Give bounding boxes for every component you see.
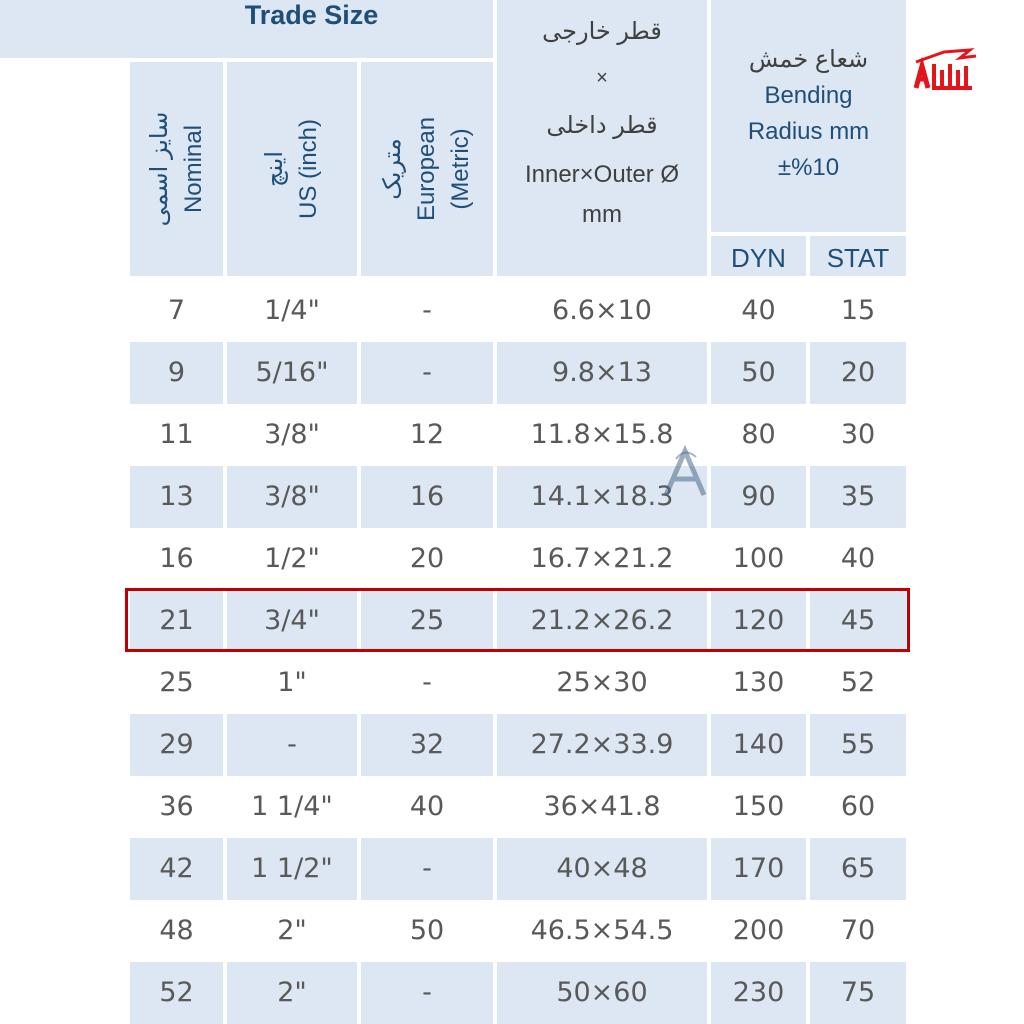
- cell-dyn: 150: [732, 791, 785, 822]
- cell-diameter: 27.2×33.9: [530, 729, 674, 760]
- cell-stat: 70: [840, 915, 876, 946]
- cell-diameter: 11.8×15.8: [530, 419, 674, 450]
- cell-european: 12: [409, 419, 445, 450]
- diameter-times: ×: [596, 67, 608, 89]
- dyn-label: DYN: [731, 243, 786, 273]
- cell-stat: 75: [840, 977, 876, 1008]
- table-row: [130, 466, 906, 528]
- cell-european: -: [422, 357, 432, 388]
- cell-european: -: [422, 667, 432, 698]
- cell-diameter: 16.7×21.2: [530, 543, 674, 574]
- cell-diameter: 46.5×54.5: [530, 915, 674, 946]
- dyn-header: [711, 236, 806, 276]
- cell-nominal: 11: [159, 419, 194, 450]
- cell-european: 40: [409, 791, 445, 822]
- cell-diameter: 6.6×10: [552, 295, 652, 326]
- european-label-metric: (Metric): [447, 128, 474, 210]
- cell-dyn: 130: [732, 667, 785, 698]
- cell-stat: 30: [840, 419, 876, 450]
- stat-label: STAT: [826, 243, 890, 273]
- cell-dyn: 50: [741, 357, 776, 388]
- cell-nominal: 13: [159, 481, 194, 512]
- cell-european: -: [422, 853, 432, 884]
- trade-size-header: [0, 0, 493, 58]
- cell-stat: 65: [840, 853, 876, 884]
- bending-header: [711, 0, 906, 232]
- cell-us: 3/8": [264, 481, 320, 512]
- diameter-unit: mm: [582, 201, 622, 228]
- bending-label-en: Bending: [764, 82, 853, 109]
- table-row: [130, 962, 906, 1024]
- cell-nominal: 52: [159, 977, 194, 1008]
- cell-dyn: 80: [741, 419, 776, 450]
- cell-stat: 40: [840, 543, 876, 574]
- cell-nominal: 9: [167, 357, 186, 388]
- table-row: [130, 776, 906, 838]
- cell-diameter: 25×30: [556, 667, 648, 698]
- table-row: [130, 280, 906, 342]
- cell-stat: 45: [840, 605, 876, 636]
- diameter-label-en: Inner×Outer Ø: [524, 161, 680, 188]
- cell-european: 50: [409, 915, 445, 946]
- cell-dyn: 40: [741, 295, 776, 326]
- cell-diameter: 21.2×26.2: [530, 605, 674, 636]
- us-inch-label-fa: اینچ: [261, 150, 288, 188]
- cell-nominal: 36: [159, 791, 194, 822]
- watermark-a-icon: [660, 445, 710, 500]
- cell-stat: 20: [840, 357, 876, 388]
- trade-size-title: Trade Size: [244, 0, 379, 30]
- table-row: [130, 900, 906, 962]
- european-label-en: European: [413, 116, 440, 222]
- bending-label-fa: شعاع خمش: [748, 46, 869, 73]
- cell-dyn: 230: [732, 977, 785, 1008]
- bending-radius: Radius mm: [747, 118, 870, 145]
- cell-nominal: 29: [159, 729, 194, 760]
- cell-nominal: 16: [159, 543, 194, 574]
- bending-tolerance: ±%10: [777, 154, 840, 181]
- cell-dyn: 90: [741, 481, 776, 512]
- cell-stat: 60: [840, 791, 876, 822]
- cell-us: 1/4": [264, 295, 320, 326]
- cell-european: 20: [409, 543, 445, 574]
- cell-nominal: 48: [159, 915, 194, 946]
- cell-us: 5/16": [255, 357, 329, 388]
- cell-nominal: 25: [159, 667, 194, 698]
- table-row: [130, 404, 906, 466]
- cell-stat: 55: [840, 729, 876, 760]
- cell-nominal: 21: [159, 605, 194, 636]
- us-inch-label-en: US (inch): [295, 118, 322, 220]
- nominal-label-fa: سایز اسمی: [145, 111, 173, 227]
- table-row: [130, 528, 906, 590]
- cell-dyn: 140: [732, 729, 785, 760]
- cell-diameter: 9.8×13: [552, 357, 652, 388]
- nominal-label-en: Nominal: [179, 124, 207, 214]
- stat-header: [810, 236, 906, 276]
- cell-dyn: 100: [732, 543, 785, 574]
- cell-nominal: 7: [167, 295, 186, 326]
- cell-european: 25: [409, 605, 445, 636]
- diameter-outer-fa: قطر خارجی: [542, 18, 662, 45]
- cell-us: 2": [277, 977, 307, 1008]
- cell-nominal: 42: [159, 853, 194, 884]
- cell-us: 3/8": [264, 419, 320, 450]
- table-row: [130, 838, 906, 900]
- european-label-fa: متریک: [379, 138, 406, 200]
- cell-european: -: [422, 977, 432, 1008]
- cell-stat: 52: [840, 667, 876, 698]
- diameter-header: [497, 0, 707, 276]
- cell-stat: 35: [840, 481, 876, 512]
- cell-european: -: [422, 295, 432, 326]
- cell-us: 3/4": [264, 605, 320, 636]
- nominal-header: [130, 62, 223, 276]
- table-row: [130, 652, 906, 714]
- cell-european: 16: [409, 481, 445, 512]
- cell-european: 32: [409, 729, 445, 760]
- brand-logo: [910, 48, 980, 98]
- cell-us: -: [287, 729, 297, 760]
- cell-us: 1 1/2": [251, 853, 333, 884]
- table-row: [130, 342, 906, 404]
- cell-us: 1": [277, 667, 307, 698]
- cell-dyn: 170: [732, 853, 785, 884]
- cell-diameter: 50×60: [556, 977, 648, 1008]
- logo-icon: [910, 48, 980, 98]
- cell-dyn: 200: [732, 915, 785, 946]
- cell-us: 1/2": [264, 543, 320, 574]
- cell-diameter: 40×48: [556, 853, 648, 884]
- us-inch-header: [227, 62, 357, 276]
- cell-stat: 15: [840, 295, 876, 326]
- table-row: [130, 714, 906, 776]
- cell-us: 1 1/4": [251, 791, 333, 822]
- diameter-inner-fa: قطر داخلی: [546, 112, 658, 139]
- cell-us: 2": [277, 915, 307, 946]
- cell-diameter: 36×41.8: [543, 791, 661, 822]
- highlighted-row-frame: [125, 588, 910, 652]
- european-header: [361, 62, 493, 276]
- cell-diameter: 14.1×18.3: [530, 481, 674, 512]
- cell-dyn: 120: [732, 605, 785, 636]
